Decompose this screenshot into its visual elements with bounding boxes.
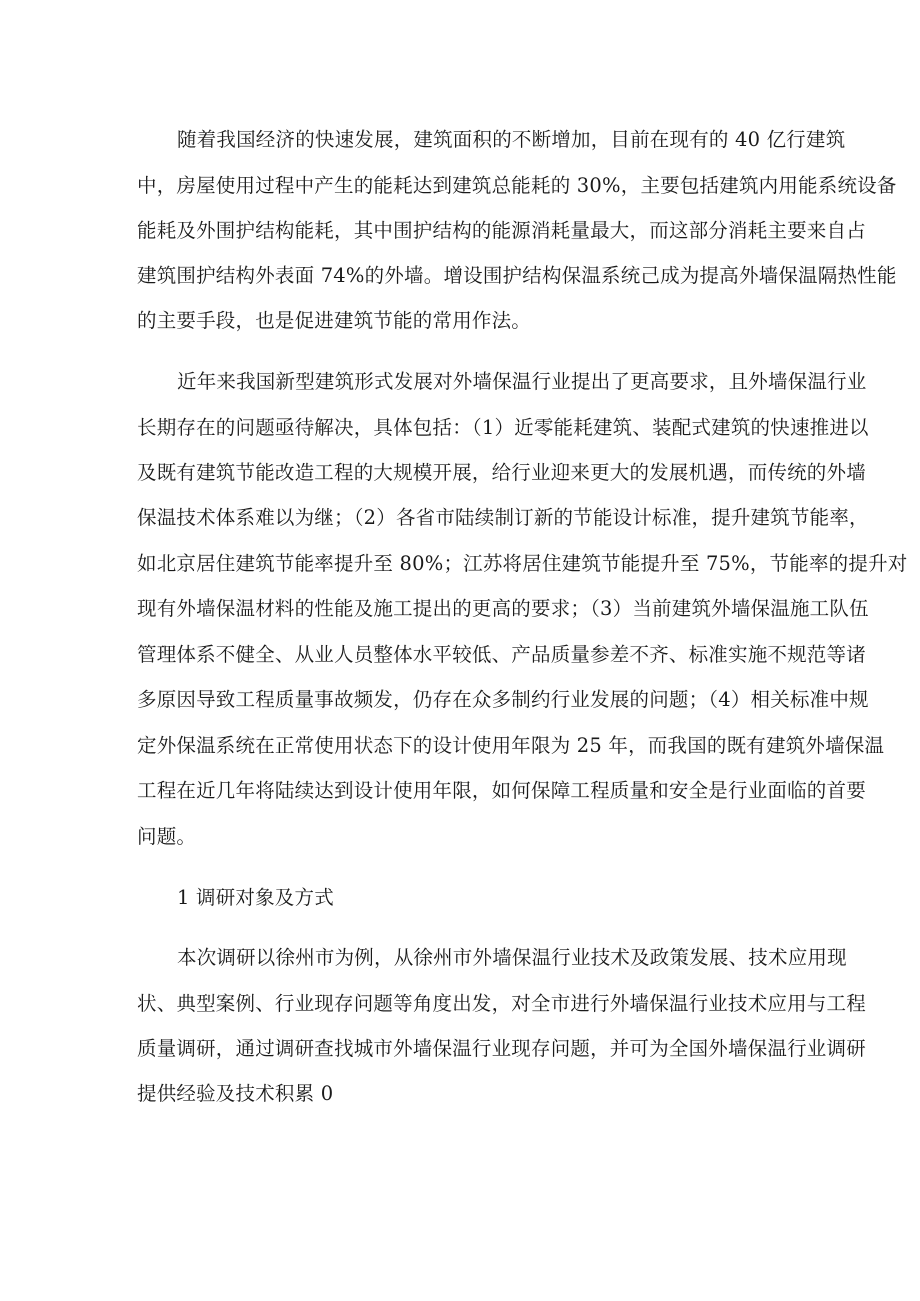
- paragraph-1-line-5: 的主要手段，也是促进建筑节能的常用作法。: [137, 309, 532, 332]
- paragraph-2-line-6: 现有外墙保温材料的性能及施工提出的更高的要求；（3）当前建筑外墙保温施工队伍: [137, 597, 869, 620]
- paragraph-2-line-8: 多原因导致工程质量事故频发，仍存在众多制约行业发展的问题；（4）相关标准中规: [137, 688, 869, 711]
- paragraph-1-line-1: 随着我国经济的快速发展，建筑面积的不断增加，目前在现有的 40 亿行建筑: [177, 128, 846, 151]
- paragraph-1-line-3: 能耗及外围护结构能耗，其中围护结构的能源消耗量最大，而这部分消耗主要来自占: [137, 219, 866, 242]
- paragraph-2-line-4: 保温技术体系难以为继；（2）各省市陆续制订新的节能设计标准，提升建筑节能率，: [137, 506, 869, 529]
- paragraph-3-line-2: 状、典型案例、行业现存问题等角度出发，对全市进行外墙保温行业技术应用与工程: [137, 992, 866, 1015]
- paragraph-2-line-7: 管理体系不健全、从业人员整体水平较低、产品质量参差不齐、标准实施不规范等诸: [137, 643, 866, 666]
- section-heading: 1 调研对象及方式: [177, 886, 334, 909]
- paragraph-2-line-5: 如北京居住建筑节能率提升至 80%；江苏将居住建筑节能提升至 75%，节能率的提升对: [137, 552, 908, 575]
- paragraph-2-line-2: 长期存在的问题亟待解决，具体包括：（1）近零能耗建筑、装配式建筑的快速推进以: [137, 416, 869, 439]
- paragraph-2-line-1: 近年来我国新型建筑形式发展对外墙保温行业提出了更高要求，且外墙保温行业: [177, 370, 867, 393]
- paragraph-2-line-11: 问题。: [137, 825, 197, 848]
- paragraph-2-line-10: 工程在近几年将陆续达到设计使用年限，如何保障工程质量和安全是行业面临的首要: [137, 779, 866, 802]
- paragraph-3-line-3: 质量调研，通过调研查找城市外墙保温行业现存问题，并可为全国外墙保温行业调研: [137, 1037, 866, 1060]
- paragraph-3-line-4: 提供经验及技术积累 0: [137, 1082, 334, 1105]
- paragraph-1-line-2: 中，房屋使用过程中产生的能耗达到建筑总能耗的 30%，主要包括建筑内用能系统设备: [137, 174, 897, 197]
- paragraph-1-line-4: 建筑围护结构外表面 74%的外墙。增设围护结构保温系统己成为提高外墙保温隔热性能: [137, 264, 897, 287]
- paragraph-2-line-3: 及既有建筑节能改造工程的大规模开展，给行业迎来更大的发展机遇，而传统的外墙: [137, 461, 866, 484]
- paragraph-2-line-9: 定外保温系统在正常使用状态下的设计使用年限为 25 年，而我国的既有建筑外墙保温: [137, 734, 885, 757]
- paragraph-3-line-1: 本次调研以徐州市为例，从徐州市外墙保温行业技术及政策发展、技术应用现: [177, 946, 847, 969]
